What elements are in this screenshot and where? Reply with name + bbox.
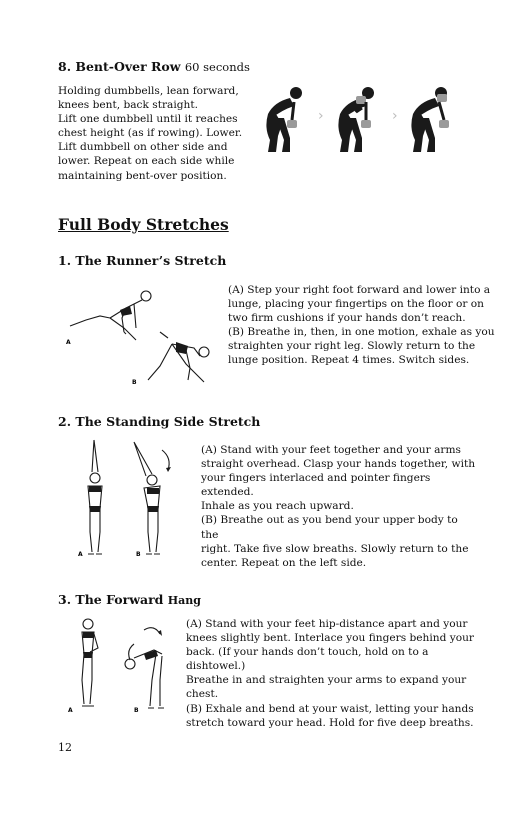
side-figure-a [88, 440, 102, 554]
row-figure-2 [338, 87, 374, 152]
row-figure-1 [266, 87, 302, 152]
page-number: 12 [58, 741, 72, 754]
bent-over-row-illustration [256, 84, 461, 156]
hang-figure-b [125, 628, 164, 708]
stretch-title-side: 2. The Standing Side Stretch [58, 414, 261, 429]
row-figure-3 [411, 87, 449, 152]
stretch-description-forward-hang: (A) Stand with your feet hip-distance apart and your knees slightly bent. Interlace you fingers behind your back. (If your hands don’t touch, hold on to a dishtowel.) Breathe in and straighten your arms to expand your chest. (B) Exhale and bend at your waist, letting your hands stretch toward your head. Hold for five deep breaths. [186, 618, 474, 729]
stretch-title-forward-hang-small: Hang [167, 594, 201, 607]
runners-label-b: B [132, 379, 137, 386]
runners-label-a: A [66, 339, 71, 346]
side-stretch-illustration [72, 436, 184, 560]
side-figure-b [134, 442, 169, 554]
stretch-description-side: (A) Stand with your feet together and your arms straight overhead. Clasp your hands together, with your fingers interlaced and pointer fingers extended. Inhale as you reach upward. (B) Breathe out as you bend your upper body to the right. Take five slow breaths. Slowly return to the center. Repeat on the left side. [201, 444, 476, 569]
stretch-title-runners: 1. The Runner’s Stretch [58, 253, 227, 268]
svg-text:›: › [318, 108, 324, 124]
side-label-a: A [78, 551, 83, 558]
exercise-description-bent-over-row: Holding dumbbells, lean forward, knees bent, back straight. Lift one dumbbell until it reaches chest height (as if rowing). Lower. Lift dumbbell on other side and lower. Repeat on each side while maintaining bent-over position. [58, 85, 243, 182]
svg-text:›: › [392, 108, 398, 124]
runners-stretch-illustration [64, 284, 218, 388]
hang-label-b: B [134, 707, 139, 714]
stretch-description-runners: (A) Step your right foot forward and lower into a lunge, placing your fingertips on the floor or on two firm cushions if your hands don’t reach. (B) Breathe in, then, in one motion, exhale as you straighten your right leg. Slowly return to the lunge position. Repeat 4 times. Switch sides. [228, 284, 495, 367]
stretch-title-forward-hang: 3. The Forward Hang [58, 592, 201, 607]
hang-label-a: A [68, 707, 73, 714]
section-title: Full Body Stretches [58, 215, 229, 234]
exercise-duration: 60 seconds [184, 60, 250, 74]
runners-figure-b [148, 332, 209, 382]
forward-hang-illustration [64, 614, 174, 716]
side-label-b: B [136, 551, 141, 558]
exercise-title-bent-over-row: 8. Bent-Over Row 60 seconds [58, 59, 250, 74]
runners-figure-a [70, 291, 151, 340]
